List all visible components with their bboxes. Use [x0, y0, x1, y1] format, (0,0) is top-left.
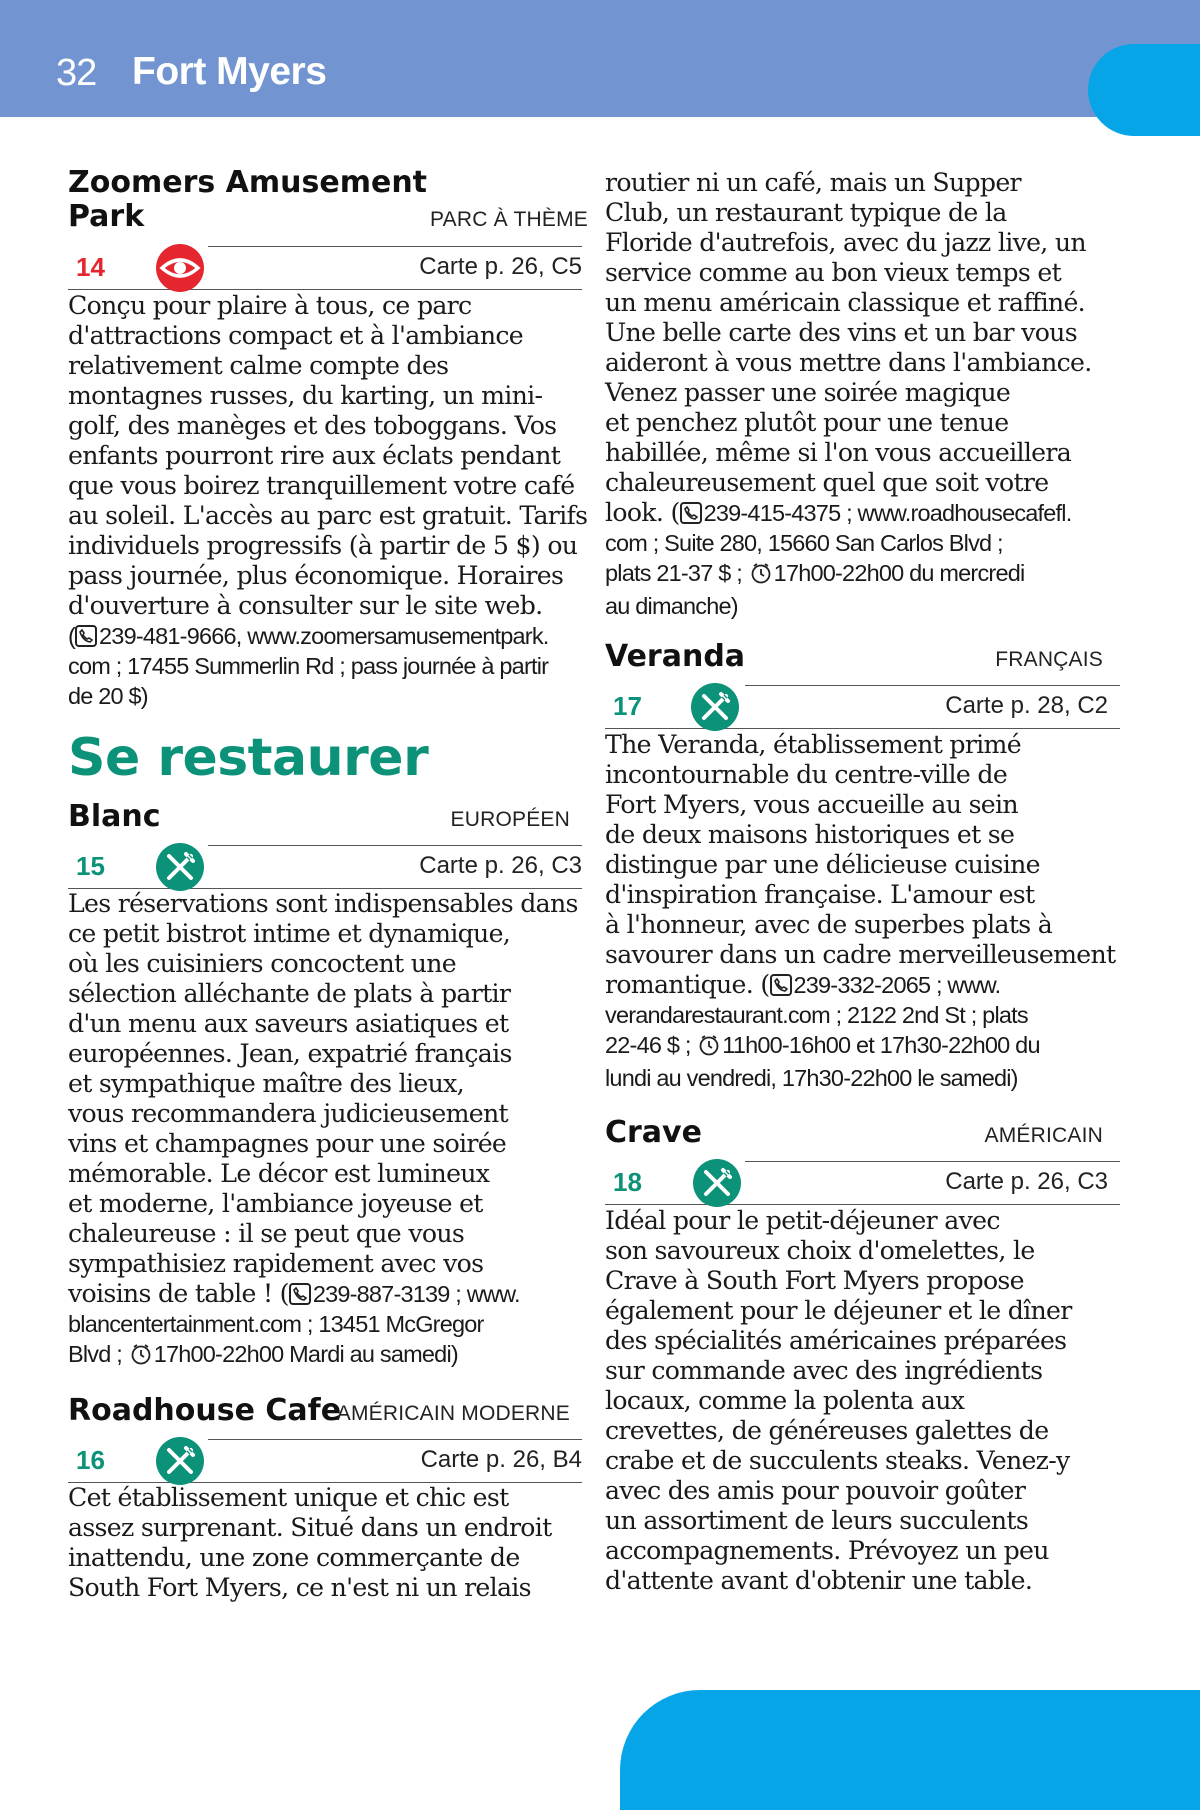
entry-body-continued: routier ni un café, mais un Supper Club, un restaurant typique de la Floride d'autrefois, avec du jazz live, un service comme au bon vieux temps et un menu américain classique et raffiné. Une belle carte des vins et un bar vous aideront à vous mettre dans l'ambiance. Venez passer une soirée magique et penchez plutôt pour une tenue habillée, même si l'on vous accueillera chaleureusement quel que soit votre look. ( 239-415-4375 ; www.roadhousecafefl. com ; Suite 280, 15660 San Carlos Blvd ; plats 21-37 $ ; 17h00-22h00 du mercredi au dimanche): [605, 168, 1092, 619]
entry-blanc: [68, 800, 582, 836]
entry-body: Les réservations sont indispensables dans ce petit bistrot intime et dynamique, où les cuisiniers concoctent une sélection alléchante de plats à partir d'un menu aux saveurs asiatiques et européennes. Jean, expatrié français et sympathique maître des lieux, vous recommandera judicieusement vins et champagnes pour une soirée mémorable. Le décor est lumineux et moderne, l'ambiance joyeuse et chaleureuse : il se peut que vous sympathisiez rapidement avec vos voisins de table ! ( 239-887-3139 ; www. blancentertainment.com ; 13451 McGregor Blvd ; 17h00-22h00 Mardi au samedi): [68, 889, 588, 1372]
phone-icon: [75, 625, 97, 647]
entry-body: Cet établissement unique et chic est assez surprenant. Situé dans un endroit inattendu, une zone commerçante de South Fort Myers, ce n'est ni un relais: [68, 1483, 552, 1602]
map-reference: Carte p. 26, B4: [420, 1446, 582, 1473]
page-number: 32: [56, 52, 97, 94]
section-title: Se restaurer: [68, 728, 429, 788]
clock-icon: [130, 1342, 152, 1372]
entry-body: Idéal pour le petit-déjeuner avec son savoureux choix d'omelettes, le Crave à South Fort Myers propose également pour le déjeuner et le dîner des spécialités américaines préparées sur commande avec des ingrédients locaux, comme la polenta aux crevettes, de généreuses galettes de crabe et de succulents steaks. Venez-y avec des amis pour pouvoir goûter un assortiment de leurs succulents accompagnements. Prévoyez un peu d'attente avant d'obtenir une table.: [605, 1206, 1072, 1595]
entry-roadhouse: [68, 1394, 582, 1430]
entry-crave: [605, 1116, 1103, 1152]
entry-number: 15: [76, 851, 105, 881]
fork-knife-icon: [156, 843, 204, 891]
entry-number: 18: [613, 1167, 642, 1197]
entry-body: Conçu pour plaire à tous, ce parc d'attractions compact et à l'ambiance relativement calme compte des montagnes russes, du karting, un mini- golf, des manèges et des toboggans. Vos enfants pourront rire aux éclats pendant que vous boirez tranquillement votre café au soleil. L'accès au parc est gratuit. Tarifs individuels progressifs (à partir de 5 $) ou pass journée, plus économique. Horaires d'ouverture à consulter sur le site web. ( 239-481-9666, www.zoomersamusementpark. com ; 17455 Summerlin Rd ; pass journée à partir de 20 $): [68, 291, 588, 709]
map-reference: Carte p. 28, C2: [945, 692, 1108, 719]
entry-veranda: [605, 640, 1103, 676]
clock-icon: [698, 1033, 720, 1063]
map-reference: Carte p. 26, C5: [419, 253, 582, 280]
entry-name-line2: Park: [68, 199, 145, 234]
entry-name: Crave: [605, 1115, 702, 1150]
entry-name: Veranda: [605, 639, 746, 674]
entry-category: FRANÇAIS: [995, 648, 1103, 671]
entry-category: EUROPÉEN: [450, 808, 570, 831]
page-header: [0, 0, 1200, 117]
entry-name: Roadhouse Cafe: [68, 1393, 342, 1428]
entry-bar-17: [605, 685, 1120, 729]
clock-icon: [750, 561, 772, 591]
entry-number: 14: [76, 252, 105, 282]
entry-bar-16: [68, 1439, 582, 1483]
entry-name-line1: Zoomers Amusement: [68, 165, 428, 200]
entry-bar-14: [68, 246, 582, 290]
phone-icon: [680, 502, 702, 524]
entry-number: 17: [613, 691, 642, 721]
entry-zoomers: [68, 166, 588, 236]
footer-tab: [620, 1690, 1200, 1810]
map-reference: Carte p. 26, C3: [945, 1168, 1108, 1195]
entry-body: The Veranda, établissement primé incontournable du centre-ville de Fort Myers, vous accueille au sein de deux maisons historiques et se distingue par une délicieuse cuisine d'inspiration française. L'amour est à l'honneur, avec de superbes plats à savourer dans un cadre merveilleusement romantique. ( 239-332-2065 ; www. verandarestaurant.com ; 2122 2nd St ; plats 22-46 $ ; 11h00-16h00 et 17h30-22h00 du lundi au vendredi, 17h30-22h00 le samedi): [605, 730, 1116, 1091]
phone-icon: [289, 1283, 311, 1305]
entry-category: AMÉRICAIN: [984, 1124, 1103, 1147]
fork-knife-icon: [693, 1159, 741, 1207]
entry-category: AMÉRICAIN MODERNE: [336, 1402, 570, 1425]
page-title: Fort Myers: [132, 50, 327, 93]
entry-name: Blanc: [68, 799, 161, 834]
entry-bar-15: [68, 845, 582, 889]
target-icon: [156, 244, 204, 292]
entry-bar-18: [605, 1161, 1120, 1205]
entry-category: PARC À THÈME: [430, 208, 588, 231]
entry-number: 16: [76, 1445, 105, 1475]
chapter-tab: [1088, 44, 1200, 136]
fork-knife-icon: [156, 1437, 204, 1485]
map-reference: Carte p. 26, C3: [419, 852, 582, 879]
phone-icon: [770, 974, 792, 996]
fork-knife-icon: [691, 683, 739, 731]
